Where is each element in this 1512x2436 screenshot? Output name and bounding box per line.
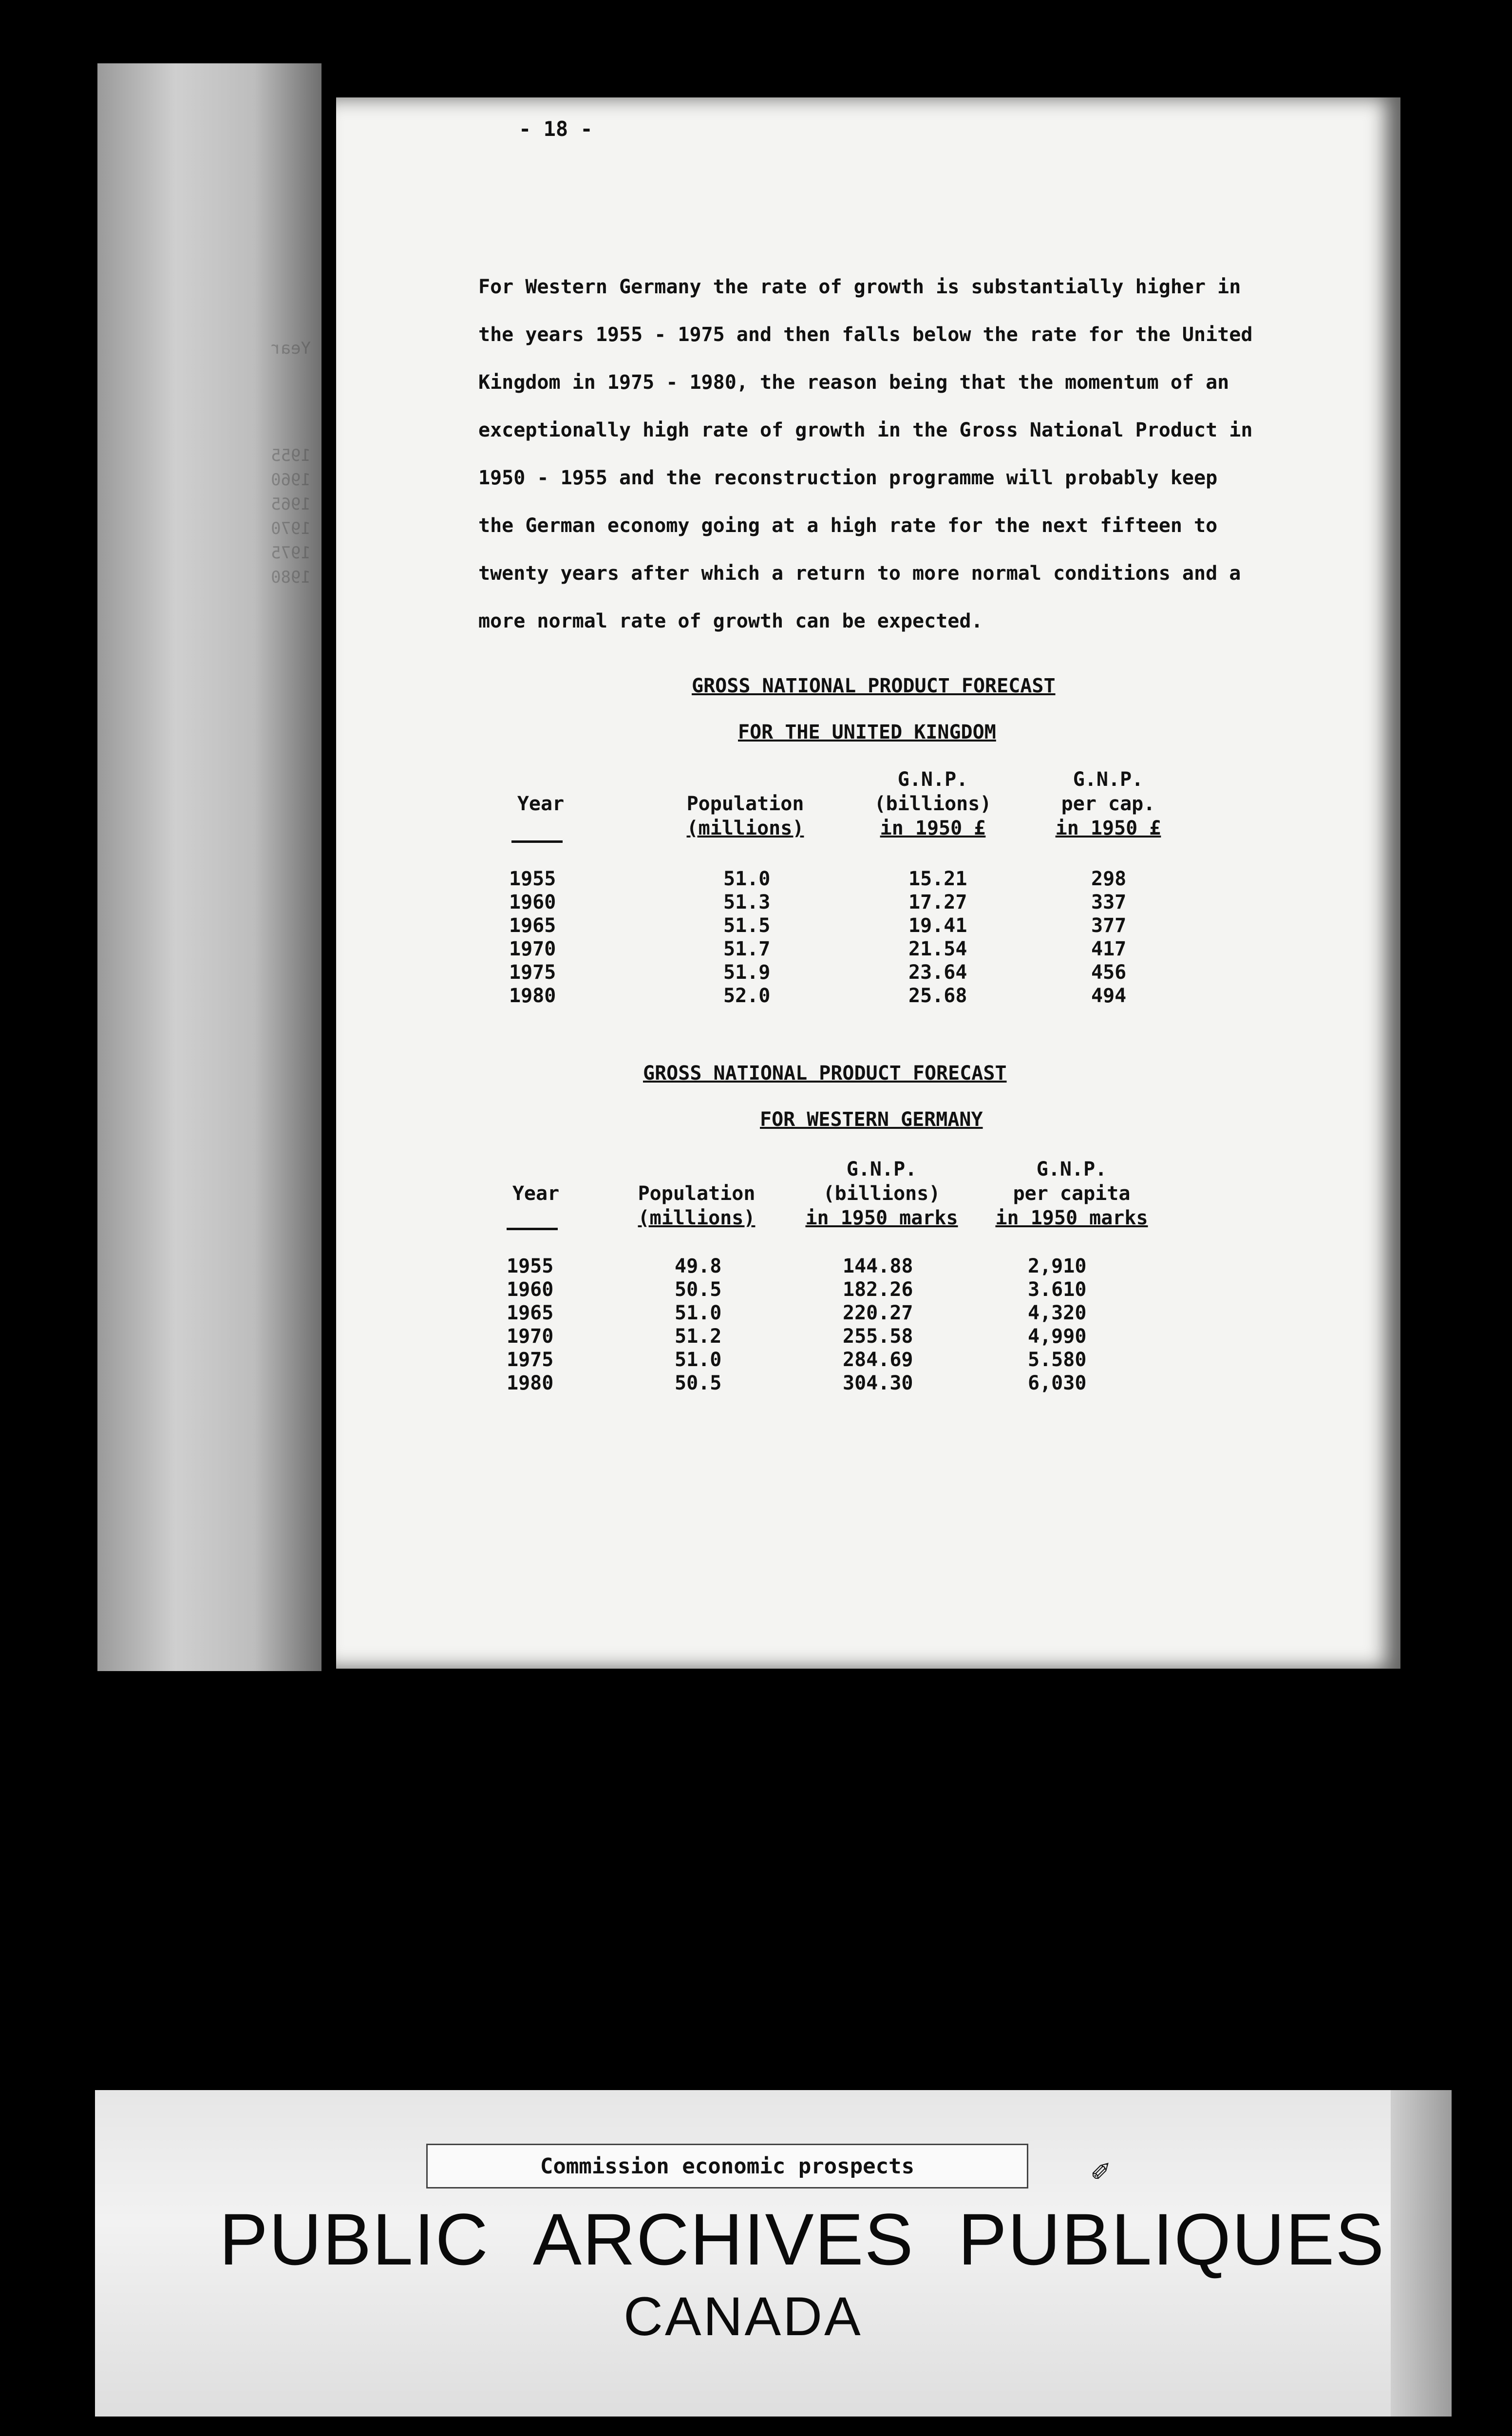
archives-title-word: PUBLIQUES (958, 2198, 1385, 2280)
header-line: (billions) (874, 793, 992, 815)
germany-population-column (675, 1255, 721, 1395)
table-cell: 182.26 (843, 1278, 913, 1301)
header-line: per cap. (1061, 793, 1155, 815)
uk-table-title: GROSS NATIONAL PRODUCT FORECAST (692, 675, 1056, 697)
germany-per-capita-column (1028, 1255, 1086, 1395)
table-cell: 255.58 (843, 1325, 913, 1348)
table-cell: 456 (1091, 961, 1127, 984)
table-cell: 51.2 (675, 1325, 722, 1348)
header-line: G.N.P. (897, 768, 968, 791)
uk-header-gnp (867, 767, 999, 840)
table-cell: 51.5 (723, 914, 771, 937)
uk-year-rule (511, 840, 563, 843)
table-cell: 304.30 (843, 1372, 913, 1394)
paragraph-line: 1950 - 1955 and the reconstruction programme will probably keep (478, 467, 1218, 489)
table-cell: 51.3 (723, 891, 771, 914)
table-cell: 3.610 (1028, 1278, 1087, 1301)
uk-per-capita-column (1091, 867, 1126, 1008)
table-cell: 21.54 (908, 938, 967, 960)
archives-title (219, 2197, 1385, 2282)
table-cell: 25.68 (908, 985, 967, 1007)
germany-header-gnp (799, 1157, 964, 1230)
table-cell: 15.21 (908, 868, 967, 890)
table-cell: 220.27 (843, 1302, 913, 1324)
table-cell: 19.41 (908, 914, 967, 937)
table-cell: 52.0 (723, 985, 771, 1007)
table-cell: 6,030 (1028, 1372, 1087, 1394)
header-line: Population (686, 793, 804, 815)
header-line: in 1950 £ (1055, 817, 1161, 839)
table-cell: 4,320 (1028, 1302, 1087, 1324)
table-cell: 23.64 (908, 961, 967, 984)
table-cell: 1970 (507, 1325, 554, 1348)
table-cell: 1980 (509, 985, 556, 1007)
header-line: (billions) (823, 1182, 941, 1205)
germany-header-year: Year (512, 1182, 560, 1205)
table-cell: 1965 (507, 1302, 554, 1324)
table-cell: 1965 (509, 914, 556, 937)
table-cell: 50.5 (675, 1278, 722, 1301)
table-cell: 51.9 (723, 961, 771, 984)
table-cell: 1975 (509, 961, 556, 984)
germany-year-rule (507, 1228, 558, 1230)
banner-edge (1391, 2090, 1452, 2417)
paper-clip-icon: ✐ (1091, 2153, 1110, 2189)
paragraph-line: the years 1955 - 1975 and then falls below the rate for the United (478, 324, 1253, 346)
table-cell: 494 (1091, 985, 1127, 1007)
uk-gnp-column (908, 867, 967, 1008)
paragraph-line: twenty years after which a return to more normal conditions and a (478, 562, 1241, 585)
uk-header-population (672, 792, 818, 840)
archives-title-word: PUBLIC (219, 2198, 489, 2280)
table-cell: 1955 (509, 868, 556, 890)
header-line: (millions) (686, 817, 804, 839)
uk-year-column (509, 867, 556, 1008)
germany-year-column (507, 1255, 553, 1395)
uk-header-year: Year (517, 793, 565, 815)
archives-title-word: ARCHIVES (532, 2198, 914, 2280)
table-cell: 1960 (507, 1278, 554, 1301)
uk-table-subtitle: FOR THE UNITED KINGDOM (738, 721, 996, 743)
paragraph-line: Kingdom in 1975 - 1980, the reason being that the momentum of an (478, 371, 1229, 394)
header-line: (millions) (638, 1207, 756, 1229)
header-line: in 1950 marks (805, 1207, 958, 1229)
table-cell: 1970 (509, 938, 556, 960)
germany-header-per-capita (989, 1157, 1154, 1230)
table-cell: 144.88 (843, 1255, 913, 1277)
table-cell: 51.0 (675, 1302, 722, 1324)
table-cell: 377 (1091, 914, 1127, 937)
previous-page-edge: Year 1955 1960 1965 1970 1975 1980 (97, 63, 321, 1671)
archives-country: CANADA (624, 2286, 863, 2347)
table-cell: 17.27 (908, 891, 967, 914)
uk-header-per-capita (1047, 767, 1169, 840)
header-line: G.N.P. (1036, 1158, 1107, 1180)
page-number: - 18 - (519, 117, 593, 141)
table-cell: 51.0 (675, 1349, 722, 1371)
table-cell: 51.0 (723, 868, 771, 890)
header-line: in 1950 marks (995, 1207, 1148, 1229)
table-cell: 51.7 (723, 938, 771, 960)
table-cell: 2,910 (1028, 1255, 1087, 1277)
paragraph-line: For Western Germany the rate of growth is substantially higher in (478, 276, 1241, 298)
table-cell: 1975 (507, 1349, 554, 1371)
header-line: G.N.P. (1073, 768, 1144, 791)
header-line: per capita (1013, 1182, 1131, 1205)
header-line: Population (638, 1182, 756, 1205)
uk-population-column (723, 867, 770, 1008)
germany-gnp-column (843, 1255, 913, 1395)
table-cell: 50.5 (675, 1372, 722, 1394)
table-cell: 1955 (507, 1255, 554, 1277)
header-line: in 1950 £ (880, 817, 986, 839)
table-cell: 5.580 (1028, 1349, 1087, 1371)
paragraph-line: more normal rate of growth can be expected. (478, 610, 983, 632)
germany-table-title: GROSS NATIONAL PRODUCT FORECAST (643, 1062, 1007, 1085)
collection-label: Commission economic prospects (426, 2144, 1028, 2189)
header-line: G.N.P. (846, 1158, 917, 1180)
germany-header-population (624, 1181, 770, 1230)
germany-table-subtitle: FOR WESTERN GERMANY (760, 1108, 983, 1131)
table-cell: 4,990 (1028, 1325, 1087, 1348)
table-cell: 1980 (507, 1372, 554, 1394)
table-cell: 284.69 (843, 1349, 913, 1371)
body-paragraph (478, 263, 1316, 645)
paragraph-line: the German economy going at a high rate for the next fifteen to (478, 514, 1218, 537)
table-cell: 417 (1091, 938, 1127, 960)
table-cell: 49.8 (675, 1255, 722, 1277)
table-cell: 298 (1091, 868, 1127, 890)
paragraph-line: exceptionally high rate of growth in the Gross National Product in (478, 419, 1253, 441)
table-cell: 1960 (509, 891, 556, 914)
table-cell: 337 (1091, 891, 1127, 914)
